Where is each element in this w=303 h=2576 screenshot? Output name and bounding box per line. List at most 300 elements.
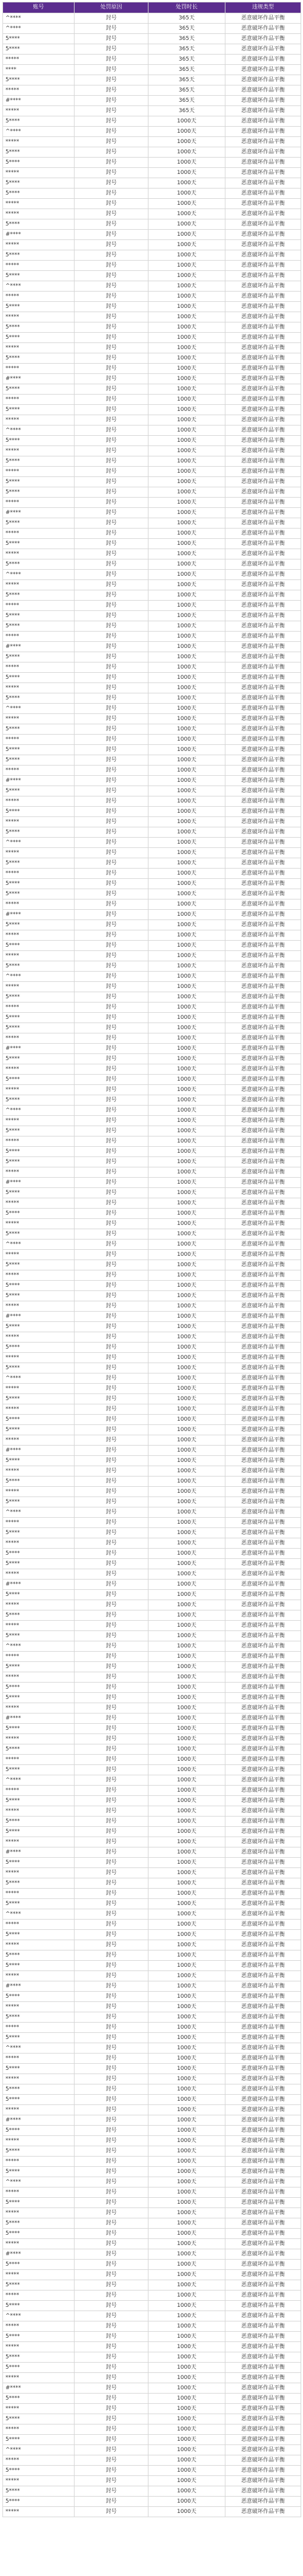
table-row — [3, 1559, 301, 1569]
cell-reason: 封号 — [75, 1477, 148, 1487]
cell-account: ***** — [3, 2105, 75, 2115]
table-row — [3, 2383, 301, 2394]
cell-violation-type: 恶意破坏作品平衡 — [225, 745, 301, 755]
cell-account: ***** — [3, 1538, 75, 1549]
cell-account: 5**** — [3, 1724, 75, 1734]
cell-duration: 1000天 — [148, 1817, 225, 1827]
cell-duration: 1000天 — [148, 2301, 225, 2311]
cell-reason: 封号 — [75, 1332, 148, 1343]
cell-account: 5**** — [3, 1229, 75, 1240]
cell-duration: 1000天 — [148, 1023, 225, 1033]
cell-violation-type: 恶意破坏作品平衡 — [225, 2198, 301, 2208]
cell-reason: 封号 — [75, 322, 148, 333]
table-row — [3, 1446, 301, 1456]
cell-violation-type: 恶意破坏作品平衡 — [225, 1301, 301, 1312]
cell-account: #**** — [3, 910, 75, 920]
table-row — [3, 2187, 301, 2198]
cell-account: ***** — [3, 1518, 75, 1528]
cell-account: ***** — [3, 1404, 75, 1415]
cell-duration: 1000天 — [148, 2321, 225, 2332]
cell-duration: 1000天 — [148, 539, 225, 549]
cell-violation-type: 恶意破坏作品平衡 — [225, 766, 301, 776]
cell-reason: 封号 — [75, 1507, 148, 1518]
cell-duration: 1000天 — [148, 333, 225, 343]
cell-duration: 1000天 — [148, 137, 225, 147]
cell-duration: 1000天 — [148, 559, 225, 570]
cell-violation-type: 恶意破坏作品平衡 — [225, 549, 301, 559]
cell-violation-type: 恶意破坏作品平衡 — [225, 807, 301, 817]
cell-account: ***** — [3, 1920, 75, 1930]
cell-violation-type: 恶意破坏作品平衡 — [225, 85, 301, 96]
cell-violation-type: 恶意破坏作品平衡 — [225, 910, 301, 920]
cell-reason: 封号 — [75, 827, 148, 838]
cell-account: ***** — [3, 2002, 75, 2012]
cell-account: 5**** — [3, 807, 75, 817]
cell-duration: 1000天 — [148, 261, 225, 271]
cell-violation-type: 恶意破坏作品平衡 — [225, 693, 301, 704]
table-row — [3, 1569, 301, 1580]
cell-account: ***** — [3, 2270, 75, 2280]
cell-violation-type: 恶意破坏作品平衡 — [225, 1003, 301, 1013]
cell-duration: 1000天 — [148, 724, 225, 735]
cell-duration: 1000天 — [148, 1116, 225, 1126]
cell-duration: 1000天 — [148, 405, 225, 415]
cell-reason: 封号 — [75, 1126, 148, 1136]
table-row — [3, 2363, 301, 2373]
cell-duration: 1000天 — [148, 250, 225, 261]
table-row — [3, 662, 301, 673]
cell-account: ***** — [3, 137, 75, 147]
cell-reason: 封号 — [75, 312, 148, 322]
table-row — [3, 2012, 301, 2023]
cell-account: ***** — [3, 714, 75, 724]
cell-violation-type: 恶意破坏作品平衡 — [225, 2342, 301, 2352]
cell-reason: 封号 — [75, 1889, 148, 1899]
cell-reason: 封号 — [75, 1033, 148, 1044]
cell-reason: 封号 — [75, 1549, 148, 1559]
cell-reason: 封号 — [75, 2373, 148, 2383]
table-row — [3, 446, 301, 456]
cell-violation-type: 恶意破坏作品平衡 — [225, 1322, 301, 1332]
cell-reason: 封号 — [75, 920, 148, 930]
table-row — [3, 2321, 301, 2332]
cell-reason: 封号 — [75, 209, 148, 219]
table-row — [3, 2445, 301, 2455]
cell-reason: 封号 — [75, 683, 148, 693]
table-row — [3, 899, 301, 910]
table-row — [3, 2043, 301, 2054]
cell-account: 5**** — [3, 1950, 75, 1961]
cell-account: 5**** — [3, 961, 75, 972]
cell-reason: 封号 — [75, 1528, 148, 1538]
cell-reason: 封号 — [75, 1446, 148, 1456]
cell-reason: 封号 — [75, 189, 148, 199]
cell-account: ***** — [3, 1703, 75, 1713]
cell-reason: 封号 — [75, 147, 148, 158]
cell-violation-type: 恶意破坏作品平衡 — [225, 24, 301, 34]
table-row — [3, 333, 301, 343]
cell-reason: 封号 — [75, 2146, 148, 2157]
cell-violation-type: 恶意破坏作品平衡 — [225, 1404, 301, 1415]
cell-duration: 365天 — [148, 96, 225, 106]
cell-reason: 封号 — [75, 405, 148, 415]
cell-violation-type: 恶意破坏作品平衡 — [225, 1703, 301, 1713]
cell-duration: 1000天 — [148, 343, 225, 353]
cell-violation-type: 恶意破坏作品平衡 — [225, 1013, 301, 1023]
cell-account: ***** — [3, 446, 75, 456]
cell-duration: 1000天 — [148, 1981, 225, 1992]
table-row — [3, 1971, 301, 1981]
cell-reason: 封号 — [75, 1631, 148, 1641]
cell-account: 5**** — [3, 1013, 75, 1023]
table-row — [3, 766, 301, 776]
cell-account: #**** — [3, 1713, 75, 1724]
cell-violation-type: 恶意破坏作品平衡 — [225, 1487, 301, 1497]
cell-account: ***** — [3, 312, 75, 322]
cell-reason: 封号 — [75, 2012, 148, 2023]
cell-account: ***** — [3, 1466, 75, 1477]
table-row — [3, 1600, 301, 1610]
cell-violation-type: 恶意破坏作品平衡 — [225, 395, 301, 405]
table-row — [3, 1126, 301, 1136]
table-row — [3, 250, 301, 261]
cell-reason: 封号 — [75, 693, 148, 704]
cell-reason: 封号 — [75, 1713, 148, 1724]
cell-duration: 1000天 — [148, 1580, 225, 1590]
cell-violation-type: 恶意破坏作品平衡 — [225, 1106, 301, 1116]
cell-duration: 1000天 — [148, 1847, 225, 1858]
cell-violation-type: 恶意破坏作品平衡 — [225, 2311, 301, 2321]
cell-reason: 封号 — [75, 601, 148, 611]
cell-duration: 1000天 — [148, 848, 225, 858]
cell-account: 5**** — [3, 2033, 75, 2043]
cell-account: ***** — [3, 2373, 75, 2383]
cell-account: 5**** — [3, 2095, 75, 2105]
table-row — [3, 2177, 301, 2187]
cell-account: ***** — [3, 1487, 75, 1497]
cell-duration: 1000天 — [148, 1920, 225, 1930]
cell-violation-type: 恶意破坏作品平衡 — [225, 1456, 301, 1466]
cell-account: 5**** — [3, 1827, 75, 1837]
cell-duration: 1000天 — [148, 1291, 225, 1301]
cell-reason: 封号 — [75, 941, 148, 951]
table-row — [3, 147, 301, 158]
cell-duration: 1000天 — [148, 2208, 225, 2218]
cell-violation-type: 恶意破坏作品平衡 — [225, 1600, 301, 1610]
cell-account: 5**** — [3, 302, 75, 312]
cell-duration: 1000天 — [148, 1786, 225, 1796]
cell-violation-type: 恶意破坏作品平衡 — [225, 529, 301, 539]
cell-duration: 1000天 — [148, 2435, 225, 2445]
cell-violation-type: 恶意破坏作品平衡 — [225, 858, 301, 869]
cell-duration: 1000天 — [148, 395, 225, 405]
cell-duration: 1000天 — [148, 2414, 225, 2424]
cell-violation-type: 恶意破坏作品平衡 — [225, 838, 301, 848]
cell-reason: 封号 — [75, 2404, 148, 2414]
cell-account: ***** — [3, 1652, 75, 1662]
cell-reason: 封号 — [75, 1796, 148, 1806]
cell-duration: 1000天 — [148, 1126, 225, 1136]
table-row — [3, 1497, 301, 1507]
cell-reason: 封号 — [75, 1219, 148, 1229]
cell-account: ***** — [3, 2023, 75, 2033]
cell-reason: 封号 — [75, 96, 148, 106]
cell-reason: 封号 — [75, 1363, 148, 1373]
cell-account: ***** — [3, 2291, 75, 2301]
cell-reason: 封号 — [75, 2136, 148, 2146]
cell-violation-type: 恶意破坏作品平衡 — [225, 2054, 301, 2064]
cell-violation-type: 恶意破坏作品平衡 — [225, 1147, 301, 1157]
cell-violation-type: 恶意破坏作品平衡 — [225, 1538, 301, 1549]
cell-violation-type: 恶意破坏作品平衡 — [225, 2177, 301, 2187]
cell-violation-type: 恶意破坏作品平衡 — [225, 292, 301, 302]
cell-violation-type: 恶意破坏作品平衡 — [225, 55, 301, 65]
cell-account: ***** — [3, 2342, 75, 2352]
cell-account: 5**** — [3, 322, 75, 333]
cell-reason: 封号 — [75, 250, 148, 261]
table-row — [3, 96, 301, 106]
cell-violation-type: 恶意破坏作品平衡 — [225, 2146, 301, 2157]
cell-duration: 1000天 — [148, 2115, 225, 2126]
cell-reason: 封号 — [75, 590, 148, 601]
table-row — [3, 44, 301, 55]
table-row — [3, 2146, 301, 2157]
cell-violation-type: 恶意破坏作品平衡 — [225, 1167, 301, 1178]
cell-duration: 1000天 — [148, 1889, 225, 1899]
cell-duration: 1000天 — [148, 1610, 225, 1621]
cell-duration: 1000天 — [148, 374, 225, 384]
cell-reason: 封号 — [75, 199, 148, 209]
cell-duration: 1000天 — [148, 415, 225, 425]
cell-violation-type: 恶意破坏作品平衡 — [225, 662, 301, 673]
cell-reason: 封号 — [75, 487, 148, 498]
cell-account: 5**** — [3, 1497, 75, 1507]
cell-duration: 1000天 — [148, 632, 225, 642]
cell-account: 5**** — [3, 889, 75, 899]
cell-reason: 封号 — [75, 1343, 148, 1353]
table-row — [3, 1085, 301, 1095]
cell-duration: 1000天 — [148, 219, 225, 230]
cell-account: 5**** — [3, 621, 75, 632]
cell-reason: 封号 — [75, 85, 148, 96]
cell-violation-type: 恶意破坏作品平衡 — [225, 1559, 301, 1569]
cell-account: 5**** — [3, 2084, 75, 2095]
cell-account: ^**** — [3, 13, 75, 24]
cell-account: ^**** — [3, 24, 75, 34]
cell-duration: 1000天 — [148, 2012, 225, 2023]
cell-account: 5**** — [3, 2352, 75, 2363]
cell-violation-type: 恶意破坏作品平衡 — [225, 1724, 301, 1734]
cell-reason: 封号 — [75, 807, 148, 817]
cell-account: ***** — [3, 1868, 75, 1878]
table-row — [3, 2095, 301, 2105]
table-row — [3, 85, 301, 96]
cell-reason: 封号 — [75, 2157, 148, 2167]
table-row — [3, 2424, 301, 2435]
cell-account: 5**** — [3, 1291, 75, 1301]
cell-reason: 封号 — [75, 559, 148, 570]
cell-reason: 封号 — [75, 65, 148, 75]
cell-violation-type: 恶意破坏作品平衡 — [225, 642, 301, 652]
cell-reason: 封号 — [75, 662, 148, 673]
cell-duration: 1000天 — [148, 601, 225, 611]
cell-duration: 1000天 — [148, 1909, 225, 1920]
cell-duration: 1000天 — [148, 1281, 225, 1291]
cell-reason: 封号 — [75, 879, 148, 889]
cell-duration: 1000天 — [148, 1229, 225, 1240]
cell-account: ***** — [3, 632, 75, 642]
cell-violation-type: 恶意破坏作品平衡 — [225, 1343, 301, 1353]
cell-violation-type: 恶意破坏作品平衡 — [225, 1569, 301, 1580]
cell-reason: 封号 — [75, 2497, 148, 2507]
cell-reason: 封号 — [75, 498, 148, 508]
table-row — [3, 1992, 301, 2002]
cell-duration: 1000天 — [148, 704, 225, 714]
cell-duration: 1000天 — [148, 1446, 225, 1456]
cell-reason: 封号 — [75, 395, 148, 405]
cell-duration: 1000天 — [148, 436, 225, 446]
cell-duration: 1000天 — [148, 446, 225, 456]
cell-duration: 1000天 — [148, 796, 225, 807]
cell-duration: 365天 — [148, 24, 225, 34]
cell-reason: 封号 — [75, 1198, 148, 1209]
table-row — [3, 1332, 301, 1343]
cell-violation-type: 恶意破坏作品平衡 — [225, 2115, 301, 2126]
table-row — [3, 261, 301, 271]
table-row — [3, 580, 301, 590]
table-row — [3, 1765, 301, 1775]
cell-duration: 1000天 — [148, 982, 225, 992]
cell-reason: 封号 — [75, 2424, 148, 2435]
cell-duration: 1000天 — [148, 652, 225, 662]
table-row — [3, 1343, 301, 1353]
cell-duration: 1000天 — [148, 1209, 225, 1219]
table-row — [3, 2157, 301, 2167]
table-row — [3, 1167, 301, 1178]
cell-violation-type: 恶意破坏作品平衡 — [225, 817, 301, 827]
cell-duration: 1000天 — [148, 1270, 225, 1281]
cell-violation-type: 恶意破坏作品平衡 — [225, 2064, 301, 2074]
cell-account: ***** — [3, 1219, 75, 1229]
cell-reason: 封号 — [75, 2167, 148, 2177]
cell-duration: 1000天 — [148, 1641, 225, 1652]
cell-duration: 1000天 — [148, 456, 225, 467]
cell-duration: 1000天 — [148, 1373, 225, 1384]
table-row — [3, 776, 301, 786]
cell-account: 5**** — [3, 1930, 75, 1940]
table-row — [3, 2414, 301, 2424]
cell-reason: 封号 — [75, 1312, 148, 1322]
cell-account: ***** — [3, 1332, 75, 1343]
cell-reason: 封号 — [75, 2280, 148, 2291]
table-row — [3, 425, 301, 436]
table-row — [3, 1033, 301, 1044]
cell-duration: 1000天 — [148, 1713, 225, 1724]
cell-reason: 封号 — [75, 642, 148, 652]
table-row — [3, 518, 301, 529]
cell-violation-type: 恶意破坏作品平衡 — [225, 1796, 301, 1806]
cell-reason: 封号 — [75, 1981, 148, 1992]
cell-reason: 封号 — [75, 1775, 148, 1786]
table-row — [3, 1312, 301, 1322]
cell-duration: 1000天 — [148, 673, 225, 683]
cell-duration: 1000天 — [148, 662, 225, 673]
cell-reason: 封号 — [75, 889, 148, 899]
cell-reason: 封号 — [75, 1075, 148, 1085]
cell-reason: 封号 — [75, 1116, 148, 1126]
cell-account: 5**** — [3, 1394, 75, 1404]
cell-account: 5**** — [3, 1590, 75, 1600]
table-row — [3, 1322, 301, 1332]
cell-duration: 1000天 — [148, 2311, 225, 2321]
cell-account: 5**** — [3, 1147, 75, 1157]
cell-violation-type: 恶意破坏作品平衡 — [225, 930, 301, 941]
table-row — [3, 2115, 301, 2126]
cell-reason: 封号 — [75, 1281, 148, 1291]
cell-duration: 1000天 — [148, 1425, 225, 1435]
table-row — [3, 312, 301, 322]
table-row — [3, 1270, 301, 1281]
header-row — [3, 2, 301, 13]
cell-reason: 封号 — [75, 580, 148, 590]
cell-reason: 封号 — [75, 137, 148, 147]
cell-reason: 封号 — [75, 2291, 148, 2301]
cell-duration: 1000天 — [148, 1085, 225, 1095]
cell-reason: 封号 — [75, 1435, 148, 1446]
cell-reason: 封号 — [75, 1415, 148, 1425]
cell-violation-type: 恶意破坏作品平衡 — [225, 1662, 301, 1672]
table-row — [3, 1064, 301, 1075]
cell-account: ***** — [3, 899, 75, 910]
cell-violation-type: 恶意破坏作品平衡 — [225, 2095, 301, 2105]
cell-reason: 封号 — [75, 1003, 148, 1013]
cell-reason: 封号 — [75, 724, 148, 735]
cell-duration: 1000天 — [148, 1559, 225, 1569]
cell-violation-type: 恶意破坏作品平衡 — [225, 13, 301, 24]
table-row — [3, 1178, 301, 1188]
table-row — [3, 951, 301, 961]
table-row — [3, 2229, 301, 2239]
cell-reason: 封号 — [75, 1013, 148, 1023]
cell-duration: 1000天 — [148, 920, 225, 930]
cell-reason: 封号 — [75, 106, 148, 116]
cell-duration: 1000天 — [148, 1992, 225, 2002]
cell-duration: 1000天 — [148, 755, 225, 766]
cell-reason: 封号 — [75, 1734, 148, 1744]
cell-account: 5**** — [3, 1363, 75, 1373]
cell-violation-type: 恶意破坏作品平衡 — [225, 1909, 301, 1920]
cell-duration: 365天 — [148, 85, 225, 96]
cell-duration: 1000天 — [148, 281, 225, 292]
cell-account: #**** — [3, 230, 75, 240]
cell-reason: 封号 — [75, 1590, 148, 1600]
cell-violation-type: 恶意破坏作品平衡 — [225, 920, 301, 930]
cell-duration: 1000天 — [148, 1466, 225, 1477]
cell-account: 5**** — [3, 2064, 75, 2074]
cell-duration: 1000天 — [148, 1353, 225, 1363]
cell-reason: 封号 — [75, 508, 148, 518]
cell-account: ^**** — [3, 127, 75, 137]
table-row — [3, 1631, 301, 1641]
cell-violation-type: 恶意破坏作品平衡 — [225, 508, 301, 518]
cell-account: ^**** — [3, 1507, 75, 1518]
cell-duration: 1000天 — [148, 766, 225, 776]
table-row — [3, 1528, 301, 1538]
cell-account: ^**** — [3, 1641, 75, 1652]
cell-reason: 封号 — [75, 2074, 148, 2084]
cell-reason: 封号 — [75, 2352, 148, 2363]
cell-violation-type: 恶意破坏作品平衡 — [225, 1363, 301, 1373]
